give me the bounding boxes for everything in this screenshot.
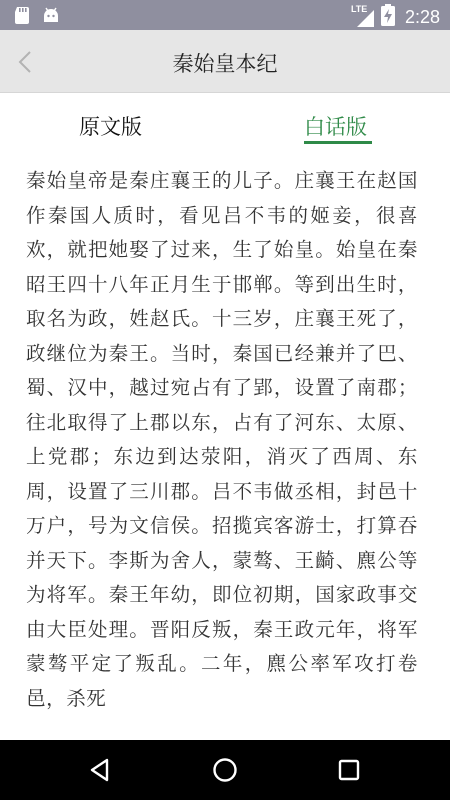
- recents-square-icon: [334, 755, 364, 785]
- status-bar: [0, 0, 450, 30]
- nav-back-button[interactable]: [85, 755, 115, 785]
- back-triangle-icon: [85, 755, 115, 785]
- status-right-icons: [350, 4, 440, 30]
- sd-card-icon: [14, 6, 30, 28]
- battery-charging-icon: [381, 4, 395, 30]
- signal-icon: [350, 4, 375, 28]
- page-title: 秦始皇本纪: [172, 52, 278, 76]
- home-circle-icon: [210, 755, 240, 785]
- system-nav-bar: [0, 740, 450, 800]
- tab-original-text[interactable]: 原文版: [79, 115, 142, 139]
- android-icon: [42, 6, 60, 28]
- nav-home-button[interactable]: [210, 755, 240, 785]
- version-tabs: [0, 93, 450, 151]
- network-type-label: LTE: [350, 4, 368, 14]
- active-tab-indicator: [304, 141, 372, 144]
- article-text: 秦始皇帝是秦庄襄王的儿子。庄襄王在赵国作秦国人质时，看见吕不韦的姬妾，很喜欢，就把她娶了过来，生了始皇。始皇在秦昭王四十八年正月生于邯郸。等到出生时，取名为政，姓赵氏。十三岁，庄襄王死了，政继位为秦王。当时，秦国已经兼并了巴、蜀、汉中，越过宛占有了郢，设置了南郡；往北取得了上郡以东，占有了河东、太原、上党郡；东边到达荥阳，消灭了西周、东周，设置了三川郡。吕不韦做丞相，封邑十万户，号为文信侯。招揽宾客游士，打算吞并天下。李斯为舍人，蒙骜、王齮、麃公等为将军。秦王年幼，即位初期，国家政事交由大臣处理。晋阳反叛，秦王政元年，将军蒙骜平定了叛乱。二年，麃公率军攻打卷邑，杀死: [26, 169, 418, 710]
- nav-recents-button[interactable]: [334, 755, 364, 785]
- status-time: 2:28: [404, 6, 440, 27]
- app-bar: [0, 30, 450, 93]
- article-content[interactable]: [26, 164, 418, 740]
- tab-vernacular-text[interactable]: 白话版: [304, 115, 367, 139]
- status-left-icons: [14, 6, 60, 28]
